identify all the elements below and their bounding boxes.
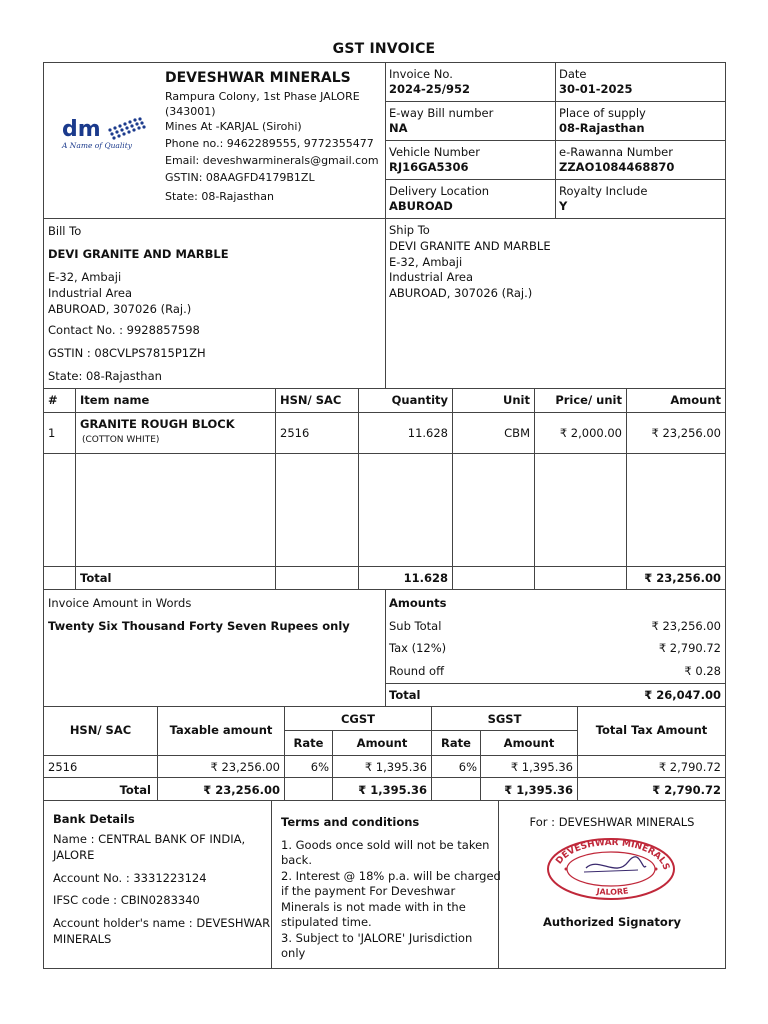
col-header-unit: Unit xyxy=(503,393,530,407)
tax-col-total: Total Tax Amount xyxy=(595,723,708,737)
svg-text:JALORE: JALORE xyxy=(596,886,630,897)
tax-row-sgst-rate: 6% xyxy=(458,760,477,774)
erawanna-value: ZZAO1084468870 xyxy=(559,160,675,174)
divider xyxy=(271,800,272,969)
terms-3b: only xyxy=(281,946,306,960)
bill-to-contact: Contact No. : 9928857598 xyxy=(48,323,200,337)
divider xyxy=(43,777,726,778)
eway-value: NA xyxy=(389,121,408,135)
tax-label: Tax (12%) xyxy=(389,641,447,655)
terms-2b: if the payment For Deveshwar xyxy=(281,884,456,898)
bank-ifsc: IFSC code : CBIN0283340 xyxy=(53,893,200,907)
date-value: 30-01-2025 xyxy=(559,82,633,96)
tax-total-sgst: ₹ 1,395.36 xyxy=(504,783,573,797)
seller-state: State: 08-Rajasthan xyxy=(165,190,274,203)
ship-to-line1: E-32, Ambaji xyxy=(389,255,463,269)
delivery-value: ABUROAD xyxy=(389,199,453,213)
page-title: GST INVOICE xyxy=(332,41,436,57)
tax-value: ₹ 2,790.72 xyxy=(658,641,721,655)
divider xyxy=(385,683,726,684)
divider xyxy=(626,388,627,590)
words-label: Invoice Amount in Words xyxy=(48,596,192,610)
ship-to-line2: Industrial Area xyxy=(389,270,474,284)
terms-label: Terms and conditions xyxy=(281,815,420,829)
bill-to-line2: Industrial Area xyxy=(48,286,133,300)
divider xyxy=(452,388,453,590)
divider xyxy=(43,412,726,413)
grand-total-label: Total xyxy=(389,688,421,702)
divider xyxy=(385,140,725,141)
border xyxy=(43,62,44,969)
seller-name: DEVESHWAR MINERALS xyxy=(165,70,351,86)
subtotal-value: ₹ 23,256.00 xyxy=(651,619,721,633)
border xyxy=(725,62,726,969)
words-value: Twenty Six Thousand Forty Seven Rupees only xyxy=(48,619,350,633)
divider xyxy=(275,388,276,590)
items-total-amount: ₹ 23,256.00 xyxy=(644,571,721,585)
logo-letters: dm xyxy=(62,117,101,142)
logo-tagline: A Name of Quality xyxy=(62,141,132,150)
tax-total-taxable: ₹ 23,256.00 xyxy=(203,783,280,797)
bank-account: Account No. : 3331223124 xyxy=(53,871,207,885)
tax-row-hsn: 2516 xyxy=(48,760,78,774)
tax-row-total: ₹ 2,790.72 xyxy=(658,760,721,774)
company-seal xyxy=(546,838,676,900)
divider xyxy=(385,218,386,389)
eway-label: E-way Bill number xyxy=(389,106,494,120)
divider xyxy=(43,388,726,389)
terms-3a: 3. Subject to 'JALORE' Jurisdiction xyxy=(281,931,473,945)
divider xyxy=(43,566,726,567)
divider xyxy=(385,589,386,706)
authorized-signatory: Authorized Signatory xyxy=(543,915,681,929)
item-hsn: 2516 xyxy=(280,426,310,440)
divider xyxy=(75,388,76,590)
seller-address-1: Rampura Colony, 1st Phase JALORE xyxy=(165,90,360,103)
bill-to-name: DEVI GRANITE AND MARBLE xyxy=(48,247,229,261)
divider xyxy=(43,800,726,801)
tax-col-cgst-amount: Amount xyxy=(356,736,408,750)
tax-col-cgst: CGST xyxy=(340,712,375,726)
seller-phone: Phone no.: 9462289555, 9772355477 xyxy=(165,137,374,150)
terms-2c: Minerals is not made with in the xyxy=(281,900,466,914)
place-label: Place of supply xyxy=(559,106,646,120)
roundoff-value: ₹ 0.28 xyxy=(684,664,721,678)
vehicle-value: RJ16GA5306 xyxy=(389,160,469,174)
vehicle-label: Vehicle Number xyxy=(389,145,480,159)
tax-row-taxable: ₹ 23,256.00 xyxy=(210,760,280,774)
item-amount: ₹ 23,256.00 xyxy=(651,426,721,440)
bill-to-line3: ABUROAD, 307026 (Raj.) xyxy=(48,302,192,316)
bank-holder-2: MINERALS xyxy=(53,932,112,946)
grand-total-value: ₹ 26,047.00 xyxy=(644,688,721,702)
invoice-no-label: Invoice No. xyxy=(389,67,453,81)
seller-email: Email: deveshwarminerals@gmail.com xyxy=(165,154,379,167)
royalty-label: Royalty Include xyxy=(559,184,648,198)
svg-text:DEVESHWAR MINERALS: DEVESHWAR MINERALS xyxy=(554,838,671,872)
divider xyxy=(43,706,726,707)
amounts-label: Amounts xyxy=(389,596,447,610)
item-desc: (COTTON WHITE) xyxy=(82,435,160,445)
items-total-qty: 11.628 xyxy=(403,571,448,585)
ship-to-label: Ship To xyxy=(389,223,430,237)
col-header-no: # xyxy=(48,393,58,407)
divider xyxy=(43,453,726,454)
roundoff-label: Round off xyxy=(389,664,445,678)
place-value: 08-Rajasthan xyxy=(559,121,645,135)
terms-1b: back. xyxy=(281,853,312,867)
bill-to-label: Bill To xyxy=(48,224,82,238)
terms-2a: 2. Interest @ 18% p.a. will be charged xyxy=(281,869,501,883)
delivery-label: Delivery Location xyxy=(389,184,490,198)
bill-to-line1: E-32, Ambaji xyxy=(48,270,122,284)
divider xyxy=(43,755,726,756)
terms-1a: 1. Goods once sold will not be taken xyxy=(281,838,490,852)
tax-col-taxable: Taxable amount xyxy=(169,723,273,737)
bill-to-state: State: 08-Rajasthan xyxy=(48,369,162,383)
tax-col-cgst-rate: Rate xyxy=(293,736,324,750)
seller-mines: Mines At -KARJAL (Sirohi) xyxy=(165,120,302,133)
divider xyxy=(534,388,535,590)
items-total-label: Total xyxy=(80,571,112,585)
divider xyxy=(385,179,725,180)
seller-address-2: (343001) xyxy=(165,105,216,118)
col-header-qty: Quantity xyxy=(391,393,448,407)
bank-holder-1: Account holder's name : DEVESHWAR xyxy=(53,916,271,930)
royalty-value: Y xyxy=(559,199,568,213)
col-header-price: Price/ unit xyxy=(555,393,622,407)
bank-label: Bank Details xyxy=(53,812,135,826)
terms-2d: stipulated time. xyxy=(281,915,372,929)
item-no: 1 xyxy=(48,426,56,440)
col-header-item: Item name xyxy=(80,393,150,407)
tax-col-sgst-amount: Amount xyxy=(503,736,555,750)
divider xyxy=(358,388,359,590)
tax-total-total: ₹ 2,790.72 xyxy=(652,783,721,797)
divider xyxy=(385,101,725,102)
bank-name-1: Name : CENTRAL BANK OF INDIA, xyxy=(53,832,246,846)
item-qty: 11.628 xyxy=(407,426,448,440)
tax-row-cgst-amount: ₹ 1,395.36 xyxy=(364,760,427,774)
tax-col-sgst-rate: Rate xyxy=(441,736,471,750)
col-header-amount: Amount xyxy=(670,393,721,407)
ship-to-name: DEVI GRANITE AND MARBLE xyxy=(389,239,551,253)
tax-row-cgst-rate: 6% xyxy=(310,760,329,774)
date-label: Date xyxy=(559,67,587,81)
ship-to-line3: ABUROAD, 307026 (Raj.) xyxy=(389,286,533,300)
item-price: ₹ 2,000.00 xyxy=(559,426,622,440)
company-logo xyxy=(58,110,154,154)
tax-row-sgst-amount: ₹ 1,395.36 xyxy=(510,760,573,774)
bill-to-gstin: GSTIN : 08CVLPS7815P1ZH xyxy=(48,346,206,360)
erawanna-label: e-Rawanna Number xyxy=(559,145,673,159)
border xyxy=(43,968,726,969)
item-unit: CBM xyxy=(504,426,530,440)
tax-col-sgst: SGST xyxy=(487,712,522,726)
bank-name-2: JALORE xyxy=(53,848,95,862)
item-name: GRANITE ROUGH BLOCK xyxy=(80,417,235,431)
col-header-hsn: HSN/ SAC xyxy=(280,393,342,407)
tax-total-label: Total xyxy=(119,783,151,797)
subtotal-label: Sub Total xyxy=(389,619,442,633)
seller-gstin: GSTIN: 08AAGFD4179B1ZL xyxy=(165,171,315,184)
tax-total-cgst: ₹ 1,395.36 xyxy=(358,783,427,797)
tax-col-hsn: HSN/ SAC xyxy=(69,723,132,737)
for-company: For : DEVESHWAR MINERALS xyxy=(529,815,695,829)
invoice-no-value: 2024-25/952 xyxy=(389,82,470,96)
